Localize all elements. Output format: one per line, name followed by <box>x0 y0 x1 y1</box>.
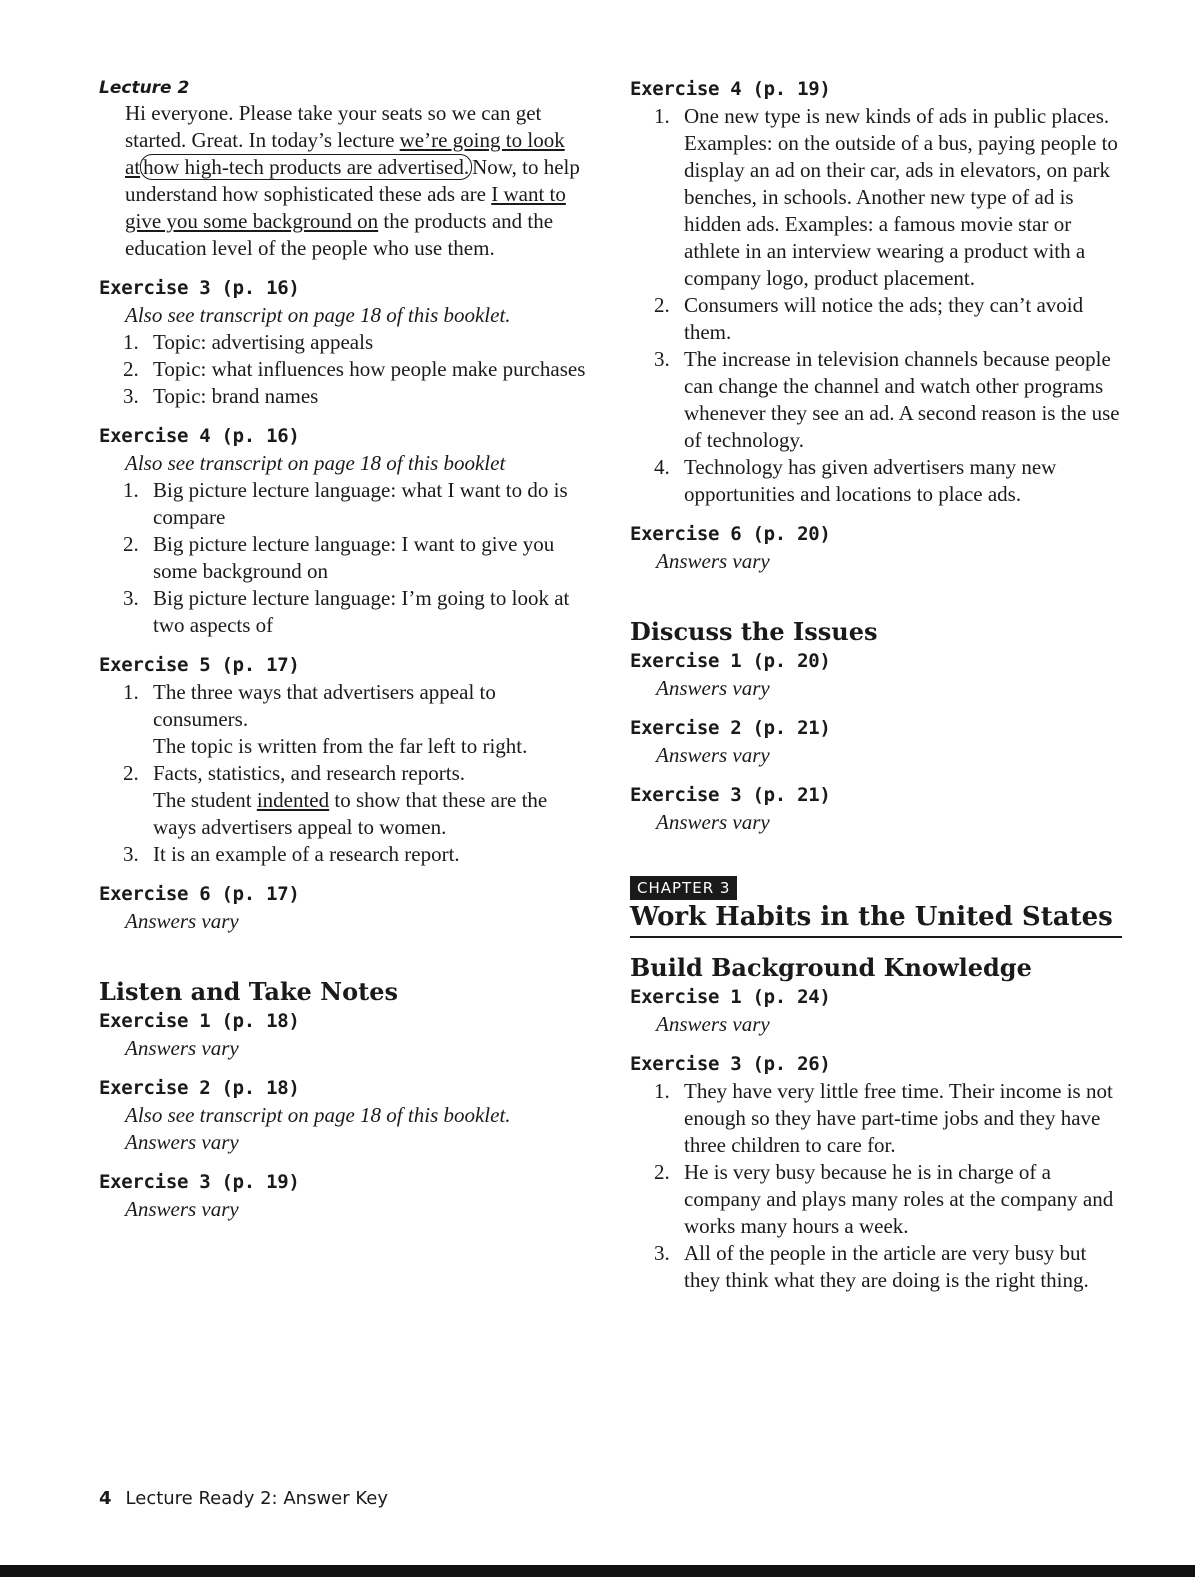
list-item: 1. One new type is new kinds of ads in public places. Examples: on the outside of a bus, paying people to display an ad on their car, ads in elevators, on park benches, in schools. Another new type of ad is hidden ads. Examples: a famous movie star or athlete in an interview wearing a product with a company logo, product placement. <box>654 104 1118 290</box>
exercise-heading: Exercise 2 (p. 21) <box>630 717 831 739</box>
lecture-heading: Lecture 2 <box>99 78 190 98</box>
answer-text: Answers vary <box>125 909 239 933</box>
exercise-heading: Exercise 3 (p. 26) <box>630 1053 831 1075</box>
list-item: 1. They have very little free time. Their income is not enough so they have part-time jobs and they have three children to care for. <box>654 1079 1113 1157</box>
section-heading: Listen and Take Notes <box>99 977 398 1006</box>
list-item: 2. Topic: what influences how people make purchases <box>123 357 586 381</box>
answer-list <box>99 477 589 639</box>
exercise-heading: Exercise 4 (p. 19) <box>630 78 831 100</box>
exercise-heading: Exercise 1 (p. 18) <box>99 1010 300 1032</box>
list-item: 2. Big picture lecture language: I want to give you some background on <box>123 532 555 583</box>
list-item: 1. Big picture lecture language: what I want to do is compare <box>123 478 568 529</box>
chapter-tag: CHAPTER 3 <box>630 876 737 900</box>
page-footer <box>99 1488 388 1509</box>
list-item: 2. He is very busy because he is in charge of a company and plays many roles at the company and works many hours a week. <box>654 1160 1114 1238</box>
answer-list <box>99 329 589 410</box>
exercise-heading: Exercise 1 (p. 20) <box>630 650 831 672</box>
section-heading: Build Background Knowledge <box>630 953 1032 982</box>
transcript-note: Also see transcript on page 18 of this booklet. <box>125 303 511 327</box>
answer-text: Answers vary <box>125 1130 239 1154</box>
answer-list <box>630 1078 1122 1294</box>
answer-text: Answers vary <box>125 1036 239 1060</box>
right-column <box>630 76 1122 1294</box>
list-item: 3. Big picture lecture language: I’m going to look at two aspects of <box>123 586 570 637</box>
list-item: 2. Facts, statistics, and research reports. The student indented to show that these are the ways advertisers appeal to women. <box>123 761 548 839</box>
list-item: 2. Consumers will notice the ads; they can’t avoid them. <box>654 293 1084 344</box>
exercise-heading: Exercise 5 (p. 17) <box>99 654 300 676</box>
list-item: 3. Topic: brand names <box>123 384 319 408</box>
answer-list <box>99 679 589 868</box>
transcript-note: Also see transcript on page 18 of this booklet <box>125 451 506 475</box>
answer-text: Answers vary <box>656 676 770 700</box>
chapter-title: Work Habits in the United States <box>630 900 1122 938</box>
answer-text: Answers vary <box>125 1197 239 1221</box>
list-item: 3. The increase in television channels because people can change the channel and watch other programs whenever they see an ad. A second reason is the use of technology. <box>654 347 1120 452</box>
section-heading: Discuss the Issues <box>630 617 878 646</box>
exercise-heading: Exercise 6 (p. 20) <box>630 523 831 545</box>
answer-text: Answers vary <box>656 743 770 767</box>
transcript-note: Also see transcript on page 18 of this booklet. <box>125 1103 511 1127</box>
answer-text: Answers vary <box>656 549 770 573</box>
exercise-heading: Exercise 4 (p. 16) <box>99 425 300 447</box>
exercise-heading: Exercise 2 (p. 18) <box>99 1077 300 1099</box>
exercise-heading: Exercise 3 (p. 19) <box>99 1171 300 1193</box>
exercise-heading: Exercise 6 (p. 17) <box>99 883 300 905</box>
circled-phrase: how high-tech products are advertised. <box>140 154 472 180</box>
exercise-heading: Exercise 3 (p. 16) <box>99 277 300 299</box>
list-item: 3. All of the people in the article are very busy but they think what they are doing is the right thing. <box>654 1241 1089 1292</box>
left-column <box>99 76 589 1223</box>
answer-text: Answers vary <box>656 810 770 834</box>
underlined-phrase: I want to give you some background on <box>125 182 566 233</box>
list-item: 3. It is an example of a research report. <box>123 842 460 866</box>
lecture-paragraph: Hi everyone. Please take your seats so we can get started. Great. In today’s lecture we’re going to look at how high-tech products are advertised. Now, to help understand how sophisticated these ads are I want to give you some background on the products and the education level of the people who use them. <box>125 101 580 260</box>
exercise-heading: Exercise 1 (p. 24) <box>630 986 831 1008</box>
exercise-heading: Exercise 3 (p. 21) <box>630 784 831 806</box>
footer-title: Lecture Ready 2: Answer Key <box>125 1488 388 1509</box>
page-number: 4 <box>99 1488 112 1509</box>
list-item: 4. Technology has given advertisers many new opportunities and locations to place ads. <box>654 455 1057 506</box>
list-item: 1. Topic: advertising appeals <box>123 330 374 354</box>
list-item: 1. The three ways that advertisers appeal to consumers. The topic is written from the far left to right. <box>123 680 528 758</box>
answer-list <box>630 103 1122 508</box>
bottom-edge-bar <box>0 1565 1195 1577</box>
answer-text: Answers vary <box>656 1012 770 1036</box>
underlined-phrase: we’re going to look at <box>125 128 565 179</box>
underlined-word: indented <box>256 788 330 812</box>
